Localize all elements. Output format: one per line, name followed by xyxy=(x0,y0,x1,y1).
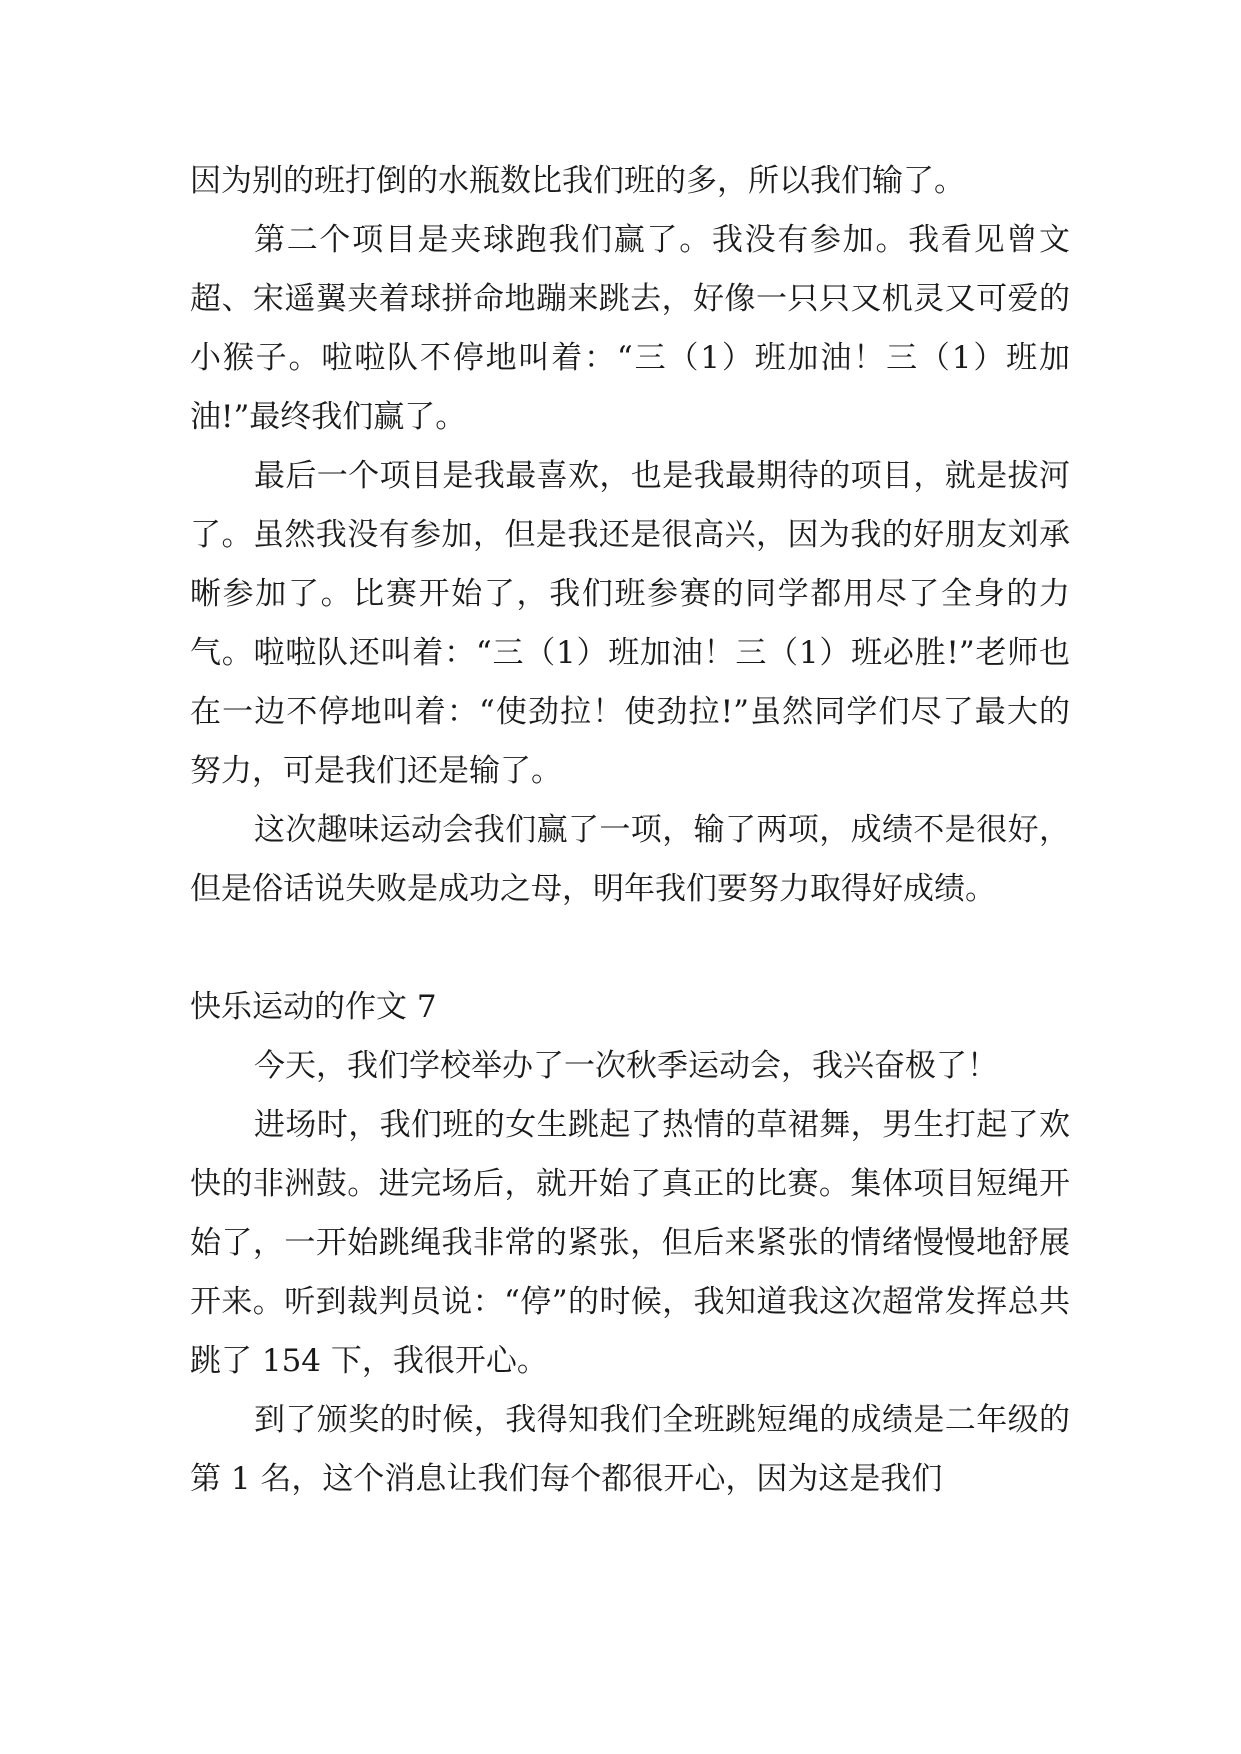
essay-body xyxy=(190,152,1070,1509)
paragraph-jump-rope: 进场时，我们班的女生跳起了热情的草裙舞，男生打起了欢快的非洲鼓。进完场后，就开始了真正的比赛。集体项目短绳开始了，一开始跳绳我非常的紧张，但后来紧张的情绪慢慢地舒展开来。听到裁判员说：“停”的时候，我知道我这次超常发挥总共跳了 154 下，我很开心。 xyxy=(190,1107,1070,1379)
paragraph-continued: 因为别的班打倒的水瓶数比我们班的多，所以我们输了。 xyxy=(190,163,965,199)
paragraph-tug-of-war: 最后一个项目是我最喜欢，也是我最期待的项目，就是拔河了。虽然我没有参加，但是我还是很高兴，因为我的好朋友刘承晰参加了。比赛开始了，我们班参赛的同学都用尽了全身的力气。啦啦队还叫着：“三（1）班加油！三（1）班必胜!”老师也在一边不停地叫着：“使劲拉！使劲拉!”虽然同学们尽了最大的努力，可是我们还是输了。 xyxy=(190,458,1070,789)
section-title: 快乐运动的作文 7 xyxy=(190,989,437,1025)
paragraph-award: 到了颁奖的时候，我得知我们全班跳短绳的成绩是二年级的第 1 名，这个消息让我们每个都很开心，因为这是我们 xyxy=(190,1402,1070,1497)
paragraph-intro: 今天，我们学校举办了一次秋季运动会，我兴奋极了！ xyxy=(254,1048,998,1084)
paragraph-ball-race: 第二个项目是夹球跑我们赢了。我没有参加。我看见曾文超、宋遥翼夹着球拼命地蹦来跳去，好像一只只又机灵又可爱的小猴子。啦啦队不停地叫着：“三（1）班加油！三（1）班加油!”最终我们赢了。 xyxy=(190,222,1070,435)
paragraph-summary: 这次趣味运动会我们赢了一项，输了两项，成绩不是很好，但是俗话说失败是成功之母，明年我们要努力取得好成绩。 xyxy=(190,812,1070,907)
section-gap xyxy=(190,919,1070,978)
